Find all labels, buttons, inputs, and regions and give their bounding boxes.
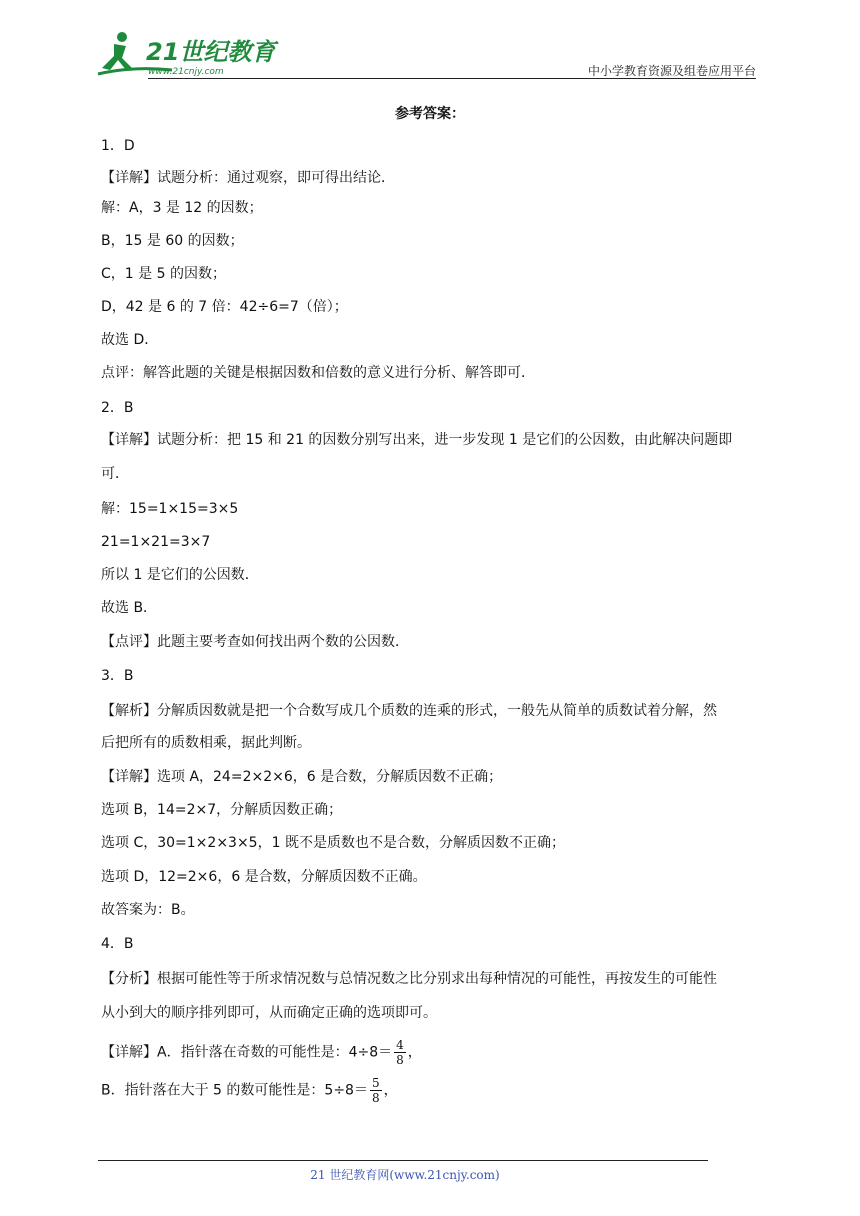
page-header bbox=[0, 0, 860, 90]
text-line: C，1 是 5 的因数； bbox=[101, 266, 226, 282]
text-line: 4．B bbox=[101, 936, 134, 952]
logo-runner-icon bbox=[92, 30, 276, 78]
text-line: 故选 B． bbox=[101, 600, 158, 616]
text-line: B，15 是 60 的因数； bbox=[101, 233, 244, 249]
text-line: 从小到大的顺序排列即可，从而确定正确的选项即可。 bbox=[101, 1005, 437, 1021]
text-line: 【分析】根据可能性等于所求情况数与总情况数之比分别求出每种情况的可能性，再按发生的可能性 bbox=[101, 971, 717, 987]
text-line: 21=1×21=3×7 bbox=[101, 534, 211, 550]
page-title: 参考答案： bbox=[395, 106, 465, 122]
logo-url: www.21cnjy.com bbox=[148, 67, 224, 77]
fraction-line bbox=[101, 1038, 762, 1067]
text-line: 【点评】此题主要考查如何找出两个数的公因数． bbox=[101, 634, 409, 650]
text-line: 选项 B，14=2×7，分解质因数正确； bbox=[101, 802, 343, 818]
text-line: 故答案为：B。 bbox=[101, 902, 195, 918]
footer-divider bbox=[98, 1160, 708, 1161]
logo-text: 21世纪教育 bbox=[146, 38, 276, 66]
fraction-numerator: 4 bbox=[396, 1038, 404, 1052]
header-divider bbox=[148, 78, 756, 79]
text-line: 所以 1 是它们的公因数． bbox=[101, 567, 259, 583]
text-line: D，42 是 6 的 7 倍：42÷6=7（倍）； bbox=[101, 299, 348, 315]
text-line: 后把所有的质数相乘，据此判断。 bbox=[101, 735, 311, 751]
header-platform-text: 中小学教育资源及组卷应用平台 bbox=[587, 64, 756, 78]
text-line: 选项 D，12=2×6，6 是合数，分解质因数不正确。 bbox=[101, 869, 427, 885]
fraction-denominator: 8 bbox=[371, 1091, 380, 1105]
text-line: 解：A，3 是 12 的因数； bbox=[101, 200, 263, 216]
text-line: 2．B bbox=[101, 400, 134, 416]
fraction-line-suffix: ， bbox=[383, 1082, 398, 1099]
fraction-line bbox=[101, 1076, 762, 1105]
fraction-numerator: 5 bbox=[371, 1076, 380, 1090]
site-logo bbox=[92, 30, 276, 78]
text-line: 点评：解答此题的关键是根据因数和倍数的意义进行分析、解答即可． bbox=[101, 365, 535, 381]
text-line: 故选 D． bbox=[101, 332, 159, 348]
fraction bbox=[394, 1038, 406, 1067]
text-line: 选项 C，30=1×2×3×5，1 既不是质数也不是合数，分解质因数不正确； bbox=[101, 835, 565, 851]
text-line: 【解析】分解质因数就是把一个合数写成几个质数的连乘的形式，一般先从简单的质数试着分解，然 bbox=[101, 703, 717, 719]
fraction-line-prefix: B．指针落在大于 5 的数可能性是：5÷8＝ bbox=[101, 1082, 368, 1099]
text-line: 1．D bbox=[101, 138, 135, 154]
text-line: 可． bbox=[101, 466, 129, 482]
text-line: 【详解】选项 A，24=2×2×6，6 是合数，分解质因数不正确； bbox=[101, 769, 503, 785]
fraction-line-suffix: ， bbox=[407, 1044, 422, 1061]
text-line: 3．B bbox=[101, 668, 134, 684]
fraction-denominator: 8 bbox=[396, 1053, 404, 1067]
fraction bbox=[370, 1076, 382, 1105]
text-line: 【详解】试题分析：把 15 和 21 的因数分别写出来，进一步发现 1 是它们的公因数，由此解决问题即 bbox=[101, 432, 733, 448]
text-line: 解：15=1×15=3×5 bbox=[101, 501, 239, 517]
fraction-line-prefix: 【详解】A．指针落在奇数的可能性是：4÷8＝ bbox=[101, 1044, 393, 1061]
text-line: 【详解】试题分析：通过观察，即可得出结论． bbox=[101, 170, 395, 186]
footer-link[interactable]: 21 世纪教育网(www.21cnjy.com) bbox=[310, 1168, 500, 1182]
